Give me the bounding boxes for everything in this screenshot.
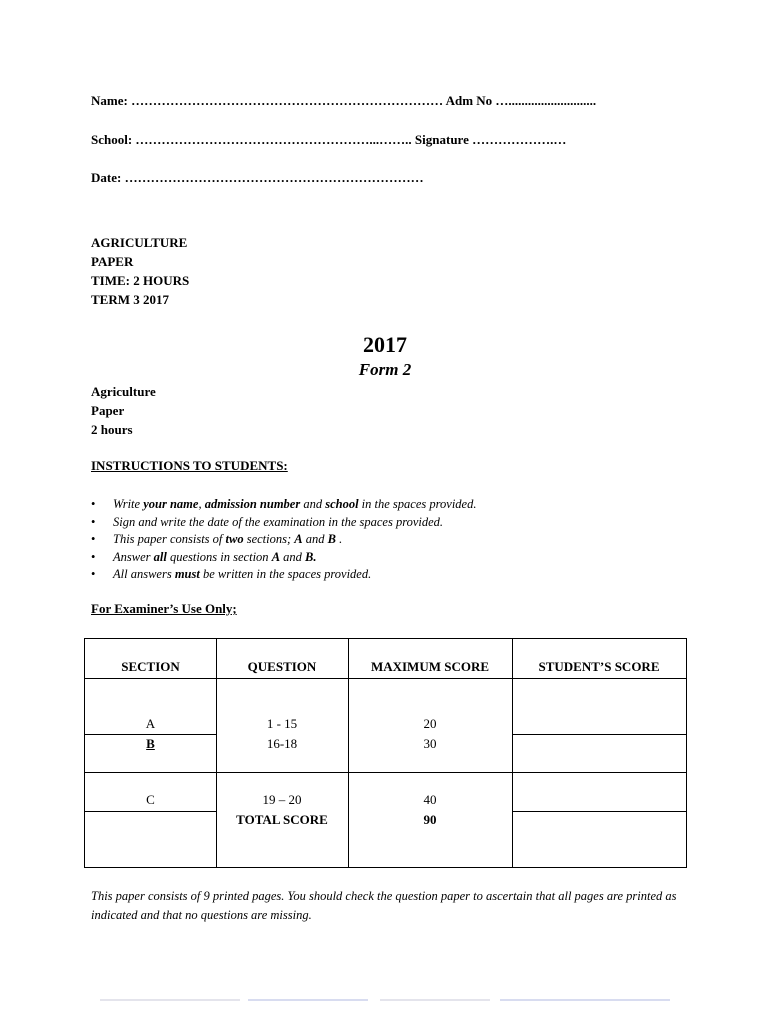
max-a-cell: 20: [423, 716, 437, 731]
instructions-heading: INSTRUCTIONS TO STUDENTS:: [91, 458, 288, 473]
bullet-icon: •: [91, 549, 96, 564]
exam-term: TERM 3 2017: [91, 292, 169, 307]
section-a-cell: A: [145, 716, 156, 731]
question-c-cell: 19 – 20: [262, 792, 302, 807]
header-question: QUESTION: [247, 659, 317, 674]
bullet-icon: •: [91, 567, 96, 581]
subject-paper: Paper: [91, 403, 125, 418]
section-c-cell: C: [146, 792, 155, 807]
table-divider: [85, 772, 686, 773]
instruction-item: • Write your name, admission number and school in the spaces provided.: [91, 496, 476, 514]
section-b-cell: B: [146, 736, 155, 751]
examiner-heading: For Examiner’s Use Only;: [91, 601, 237, 616]
instructions-list: [91, 496, 476, 584]
instruction-item: • Sign and write the date of the examination in the spaces provided.: [91, 514, 476, 532]
exam-info-block: [91, 233, 189, 309]
total-score-value: 90: [423, 812, 437, 827]
table-divider: [85, 811, 216, 812]
table-divider: [85, 734, 216, 735]
faint-footer-watermark: [100, 996, 670, 1004]
max-c-cell: 40: [423, 792, 437, 807]
table-divider: [512, 734, 686, 735]
subject-block: [91, 382, 156, 439]
instruction-item: • All answers must be written in the spaces provided.: [91, 566, 476, 584]
total-score-label: TOTAL SCORE: [236, 812, 328, 827]
table-divider: [512, 811, 686, 812]
exam-subject: AGRICULTURE: [91, 235, 188, 250]
instruction-item: • Answer all questions in section A and B.: [91, 549, 476, 567]
exam-year: 2017: [363, 332, 407, 357]
header-max-score: MAXIMUM SCORE: [370, 659, 490, 674]
bullet-icon: •: [91, 532, 96, 546]
instruction-item: • This paper consists of two sections; A and B .: [91, 531, 476, 549]
exam-form: Form 2: [358, 360, 412, 379]
header-section: SECTION: [121, 659, 180, 674]
table-divider: [85, 678, 686, 679]
exam-paper: PAPER: [91, 254, 134, 269]
score-table: [84, 638, 687, 868]
subject-duration: 2 hours: [91, 422, 133, 437]
question-a-cell: 1 - 15: [266, 716, 298, 731]
date-line: Date: ……………………………………………………………: [91, 170, 424, 185]
bullet-icon: •: [91, 497, 96, 511]
header-student-score: STUDENT’S SCORE: [538, 659, 660, 674]
question-b-cell: 16-18: [266, 736, 298, 751]
bullet-icon: •: [91, 514, 96, 529]
school-signature-line: School: ………………………………………………...…….. Signature ……………….…: [91, 132, 567, 147]
exam-time: TIME: 2 HOURS: [91, 273, 190, 288]
max-b-cell: 30: [423, 736, 437, 751]
subject-name: Agriculture: [91, 384, 156, 399]
name-adm-line: Name: ……………………………………………………………… Adm No …...........................: [91, 93, 597, 108]
pages-note: This paper consists of 9 printed pages. You should check the question paper to ascertain that all pages are printed as indicated and that no questions are missing.: [91, 889, 677, 922]
